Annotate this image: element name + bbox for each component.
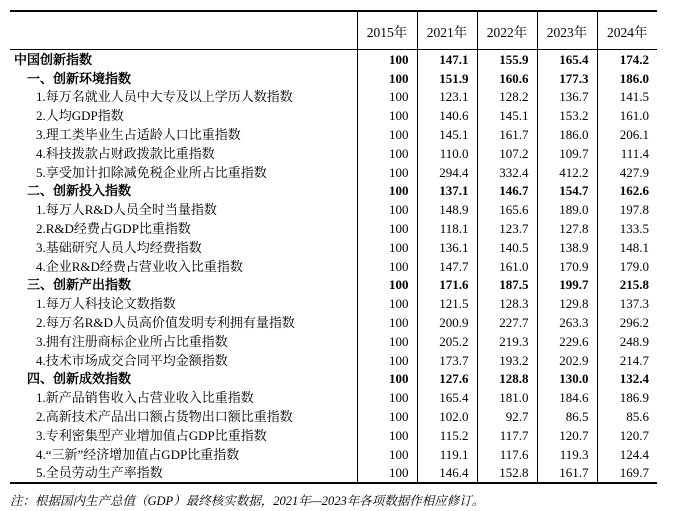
- index-value: 161.0: [597, 106, 657, 125]
- indicator-label: 4.科技拨款占财政拨款比重指数: [36, 145, 215, 161]
- index-value: 174.2: [597, 50, 657, 69]
- index-value: 412.2: [537, 163, 597, 182]
- index-value: 170.9: [537, 257, 597, 276]
- table-row: [10, 407, 657, 426]
- table-row: [10, 464, 657, 484]
- index-value: 100: [357, 445, 417, 464]
- index-value: 161.7: [537, 464, 597, 484]
- index-value: 148.9: [417, 200, 477, 219]
- index-value: 145.1: [477, 106, 537, 125]
- table-row: [10, 294, 657, 313]
- index-value: 199.7: [537, 276, 597, 295]
- index-value: 110.0: [417, 144, 477, 163]
- year-column-header: 2015年: [357, 11, 417, 50]
- index-value: 263.3: [537, 313, 597, 332]
- index-value: 197.8: [597, 200, 657, 219]
- index-value: 161.0: [477, 257, 537, 276]
- index-value: 100: [357, 388, 417, 407]
- indicator-label: 2.高新技术产品出口额占货物出口额比重指数: [36, 409, 293, 425]
- index-value: 137.1: [417, 182, 477, 201]
- index-value: 100: [357, 351, 417, 370]
- table-row: [10, 238, 657, 257]
- index-value: 115.2: [417, 426, 477, 445]
- year-column-header: 2023年: [537, 11, 597, 50]
- indicator-label: 4.“三新”经济增加值占GDP比重指数: [36, 446, 240, 462]
- index-value: 102.0: [417, 407, 477, 426]
- index-value: 177.3: [537, 69, 597, 88]
- indicator-label: 4.技术市场成交合同平均金额指数: [36, 352, 228, 368]
- index-value: 140.5: [477, 238, 537, 257]
- index-value: 100: [357, 88, 417, 107]
- year-column-header: 2021年: [417, 11, 477, 50]
- index-value: 294.4: [417, 163, 477, 182]
- header-row: [10, 11, 657, 50]
- table-row: [10, 388, 657, 407]
- index-value: 147.7: [417, 257, 477, 276]
- index-value: 154.7: [537, 182, 597, 201]
- index-value: 100: [357, 313, 417, 332]
- table-row: [10, 426, 657, 445]
- index-value: 186.0: [597, 69, 657, 88]
- indicator-label: 1.每万人科技论文数指数: [36, 296, 176, 312]
- index-value: 100: [357, 50, 417, 69]
- index-value: 120.7: [597, 426, 657, 445]
- index-value: 121.5: [417, 294, 477, 313]
- index-value: 248.9: [597, 332, 657, 351]
- index-value: 120.7: [537, 426, 597, 445]
- table-row: [10, 219, 657, 238]
- index-value: 296.2: [597, 313, 657, 332]
- index-value: 100: [357, 163, 417, 182]
- table-body: [10, 50, 657, 484]
- indicator-label: 1.新产品销售收入占营业收入比重指数: [36, 390, 254, 406]
- index-value: 202.9: [537, 351, 597, 370]
- index-value: 147.1: [417, 50, 477, 69]
- table-row: [10, 257, 657, 276]
- index-value: 141.5: [597, 88, 657, 107]
- index-value: 186.9: [597, 388, 657, 407]
- index-value: 109.7: [537, 144, 597, 163]
- index-value: 161.7: [477, 125, 537, 144]
- index-value: 100: [357, 200, 417, 219]
- china-innovation-index-table: [10, 10, 657, 484]
- index-value: 146.4: [417, 464, 477, 484]
- index-value: 100: [357, 370, 417, 389]
- year-column-header: 2024年: [597, 11, 657, 50]
- table-row: [10, 163, 657, 182]
- index-value: 219.3: [477, 332, 537, 351]
- index-value: 100: [357, 257, 417, 276]
- index-value: 184.6: [537, 388, 597, 407]
- index-value: 151.9: [417, 69, 477, 88]
- index-value: 214.7: [597, 351, 657, 370]
- table-row: [10, 370, 657, 389]
- table-row: [10, 445, 657, 464]
- index-value: 427.9: [597, 163, 657, 182]
- index-value: 136.7: [537, 88, 597, 107]
- index-value: 124.4: [597, 445, 657, 464]
- indicator-label: 二、创新投入指数: [27, 183, 132, 199]
- index-value: 153.2: [537, 106, 597, 125]
- index-value: 205.2: [417, 332, 477, 351]
- indicator-label: 中国创新指数: [14, 51, 93, 67]
- indicator-label: 2.R&D经费占GDP比重指数: [36, 221, 191, 237]
- table-row: [10, 125, 657, 144]
- table-row: [10, 182, 657, 201]
- index-value: 186.0: [537, 125, 597, 144]
- indicator-label: 三、创新产出指数: [27, 277, 132, 293]
- indicator-label: 2.每万名R&D人员高价值发明专利拥有量指数: [36, 315, 295, 331]
- indicator-label: 5.全员劳动生产率指数: [36, 465, 163, 481]
- index-value: 100: [357, 426, 417, 445]
- indicator-label: 3.专利密集型产业增加值占GDP比重指数: [36, 427, 267, 443]
- index-value: 100: [357, 407, 417, 426]
- indicator-label: 5.享受加计扣除减免税企业所占比重指数: [36, 164, 267, 180]
- table-row: [10, 50, 657, 69]
- index-value: 171.6: [417, 276, 477, 295]
- table-row: [10, 200, 657, 219]
- index-value: 200.9: [417, 313, 477, 332]
- index-value: 133.5: [597, 219, 657, 238]
- indicator-label: 3.拥有注册商标企业所占比重指数: [36, 333, 228, 349]
- index-value: 136.1: [417, 238, 477, 257]
- index-value: 100: [357, 144, 417, 163]
- table-row: [10, 106, 657, 125]
- index-value: 162.6: [597, 182, 657, 201]
- indicator-label: 3.基础研究人员人均经费指数: [36, 239, 202, 255]
- index-value: 92.7: [477, 407, 537, 426]
- index-value: 119.1: [417, 445, 477, 464]
- year-column-header: 2022年: [477, 11, 537, 50]
- index-value: 187.5: [477, 276, 537, 295]
- table-row: [10, 276, 657, 295]
- index-value: 129.8: [537, 294, 597, 313]
- index-value: 148.1: [597, 238, 657, 257]
- table-row: [10, 332, 657, 351]
- index-value: 193.2: [477, 351, 537, 370]
- index-value: 111.4: [597, 144, 657, 163]
- index-value: 332.4: [477, 163, 537, 182]
- indicator-label: 1.每万名就业人员中大专及以上学历人数指数: [36, 89, 293, 105]
- index-value: 117.6: [477, 445, 537, 464]
- indicator-label: 3.理工类毕业生占适龄人口比重指数: [36, 127, 241, 143]
- index-value: 215.8: [597, 276, 657, 295]
- index-value: 100: [357, 238, 417, 257]
- footnote: 注：根据国内生产总值（GDP）最终核实数据，2021年—2023年各项数据作相应修订。: [10, 494, 485, 509]
- indicator-label: 四、创新成效指数: [27, 371, 132, 387]
- index-value: 189.0: [537, 200, 597, 219]
- index-value: 128.2: [477, 88, 537, 107]
- index-value: 100: [357, 276, 417, 295]
- indicator-label: 2.人均GDP指数: [36, 108, 124, 124]
- index-value: 128.8: [477, 370, 537, 389]
- index-value: 123.1: [417, 88, 477, 107]
- index-value: 123.7: [477, 219, 537, 238]
- indicator-label: 一、创新环境指数: [27, 70, 132, 86]
- index-value: 100: [357, 69, 417, 88]
- table-row: [10, 351, 657, 370]
- index-value: 127.8: [537, 219, 597, 238]
- index-value: 100: [357, 332, 417, 351]
- corner-cell: [10, 11, 357, 50]
- table-row: [10, 88, 657, 107]
- index-value: 229.6: [537, 332, 597, 351]
- index-value: 145.1: [417, 125, 477, 144]
- index-value: 119.3: [537, 445, 597, 464]
- indicator-label: 4.企业R&D经费占营业收入比重指数: [36, 258, 243, 274]
- index-value: 165.4: [417, 388, 477, 407]
- index-value: 85.6: [597, 407, 657, 426]
- index-value: 100: [357, 106, 417, 125]
- index-value: 86.5: [537, 407, 597, 426]
- index-value: 118.1: [417, 219, 477, 238]
- index-value: 152.8: [477, 464, 537, 484]
- index-value: 130.0: [537, 370, 597, 389]
- index-value: 100: [357, 182, 417, 201]
- index-value: 100: [357, 464, 417, 484]
- table-row: [10, 313, 657, 332]
- index-value: 165.4: [537, 50, 597, 69]
- table-row: [10, 144, 657, 163]
- index-value: 206.1: [597, 125, 657, 144]
- index-value: 155.9: [477, 50, 537, 69]
- index-value: 100: [357, 125, 417, 144]
- index-value: 138.9: [537, 238, 597, 257]
- index-value: 169.7: [597, 464, 657, 484]
- index-value: 127.6: [417, 370, 477, 389]
- index-value: 132.4: [597, 370, 657, 389]
- index-value: 227.7: [477, 313, 537, 332]
- index-value: 107.2: [477, 144, 537, 163]
- index-value: 165.6: [477, 200, 537, 219]
- index-value: 181.0: [477, 388, 537, 407]
- table-row: [10, 69, 657, 88]
- index-value: 128.3: [477, 294, 537, 313]
- index-value: 146.7: [477, 182, 537, 201]
- index-value: 100: [357, 219, 417, 238]
- index-value: 117.7: [477, 426, 537, 445]
- index-value: 100: [357, 294, 417, 313]
- index-value: 137.3: [597, 294, 657, 313]
- index-value: 173.7: [417, 351, 477, 370]
- index-value: 179.0: [597, 257, 657, 276]
- index-value: 140.6: [417, 106, 477, 125]
- index-value: 160.6: [477, 69, 537, 88]
- indicator-label: 1.每万人R&D人员全时当量指数: [36, 202, 217, 218]
